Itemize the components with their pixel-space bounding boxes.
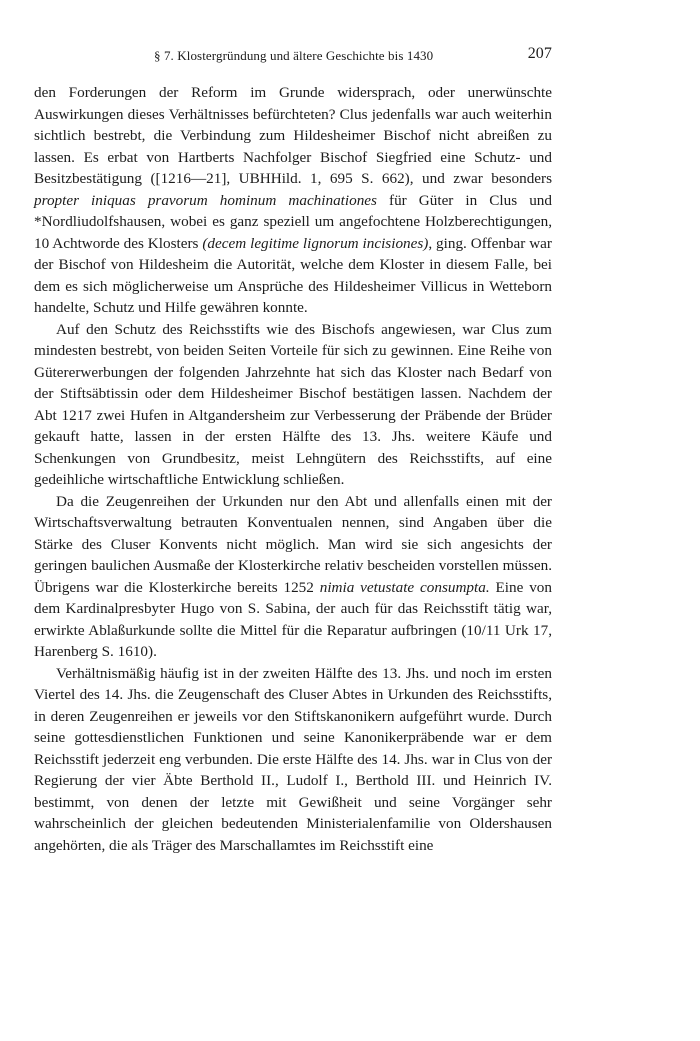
text-run: Verhältnismäßig häufig ist in der zweiten Hälfte des 13. Jhs. und noch im ersten Viertel des 14. Jhs. die Zeugenschaft des Cluser Abtes in Urkunden des Reichsstifts, in deren Zeugenreihen er jeweils vor den Stiftskanonikern aufgeführt wurde. Durch seine gottesdienstlichen Funktionen und seine Kanonikerpräbende war er dem Reichsstift jederzeit eng verbunden. Die erste Hälfte des 14. Jhs. war in Clus von der Regierung der vier Äbte Berthold II., Ludolf I., Berthold III. und Heinrich IV. bestimmt, von denen der letzte mit Gewißheit und seine Vorgänger sehr wahrscheinlich der gleichen bedeutenden Ministerialenfamilie von Oldershausen angehörten, die als Träger des Marschallamtes im Reichsstift eine xyxy=(34,664,552,854)
running-header xyxy=(34,44,552,68)
text-run: den Forderungen der Reform im Grunde widersprach, oder unerwünschte Auswirkungen dieses Verhältnisses befürchteten? Clus jedenfalls war auch weiterhin sichtlich bestrebt, die Verbindung zum Hildesheimer Bischof nicht abreißen zu lassen. Es erbat von Hartberts Nachfolger Bischof Siegfried eine Schutz- und Besitzbestätigung ([1216—21], UBHHild. 1, 695 S. 662), und zwar besonders xyxy=(34,84,552,187)
text-run: für Güter in Clus und *Nordliudolfshausen, wobei es ganz speziell um angefochtene Holzberechtigungen, 10 Achtworde des Klosters xyxy=(34,191,552,252)
page-number: 207 xyxy=(527,45,552,62)
latin-quotation: (decem legitime lignorum incisiones) xyxy=(202,234,429,252)
paragraph xyxy=(34,663,552,857)
paragraph xyxy=(34,319,552,491)
paragraph xyxy=(34,491,552,663)
body-text xyxy=(34,82,552,856)
latin-quotation: propter iniquas pravorum hominum machinationes xyxy=(34,191,377,209)
text-run: Eine von dem Kardinalpresbyter Hugo von S. Sabina, der auch für das Reichsstift tätig war, erwirkte Ablaßurkunde sollte die Mittel für die Reparatur aufbringen (10/11 Urk 17, Harenberg S. 1610). xyxy=(34,578,552,660)
text-run: Da die Zeugenreihen der Urkunden nur den Abt und allenfalls einen mit der Wirtschaftsverwaltung betrauten Konventualen nennen, sind Angaben über die Stärke des Cluser Konvents nicht möglich. Man wird sie sich angesichts der geringen baulichen Ausmaße der Klosterkirche relativ bescheiden vorstellen müssen. Übrigens war die Klosterkirche bereits 1252 xyxy=(34,492,552,596)
running-title: § 7. Klostergründung und ältere Geschichte bis 1430 xyxy=(154,48,434,63)
text-run: Auf den Schutz des Reichsstifts wie des Bischofs angewiesen, war Clus zum mindesten bestrebt, von beiden Seiten Vorteile für sich zu gewinnen. Eine Reihe von Gütererwerbungen der folgenden Jahrzehnte hat sich das Kloster nach Bedarf von der Stiftsäbtissin oder dem Hildesheimer Bischof bestätigen lassen. Nachdem der Abt 1217 zwei Hufen in Altgandersheim zur Verbesserung der Präbende der Brüder gekauft hatte, lassen in der ersten Hälfte des 13. Jhs. weitere Käufe und Schenkungen von Grundbesitz, meist Lehngütern des Reichsstifts, auf eine gedeihliche wirtschaftliche Entwicklung schließen. xyxy=(34,320,552,488)
paragraph xyxy=(34,82,552,319)
text-run: , ging. Offenbar war der Bischof von Hildesheim die Autorität, welche dem Kloster in diesem Falle, bei dem es sich möglicherweise um Ansprüche des Hildesheimer Villicus in Wetteborn handelte, Schutz und Hilfe gewähren konnte. xyxy=(34,234,552,316)
latin-quotation: nimia vetustate consumpta. xyxy=(319,578,490,596)
